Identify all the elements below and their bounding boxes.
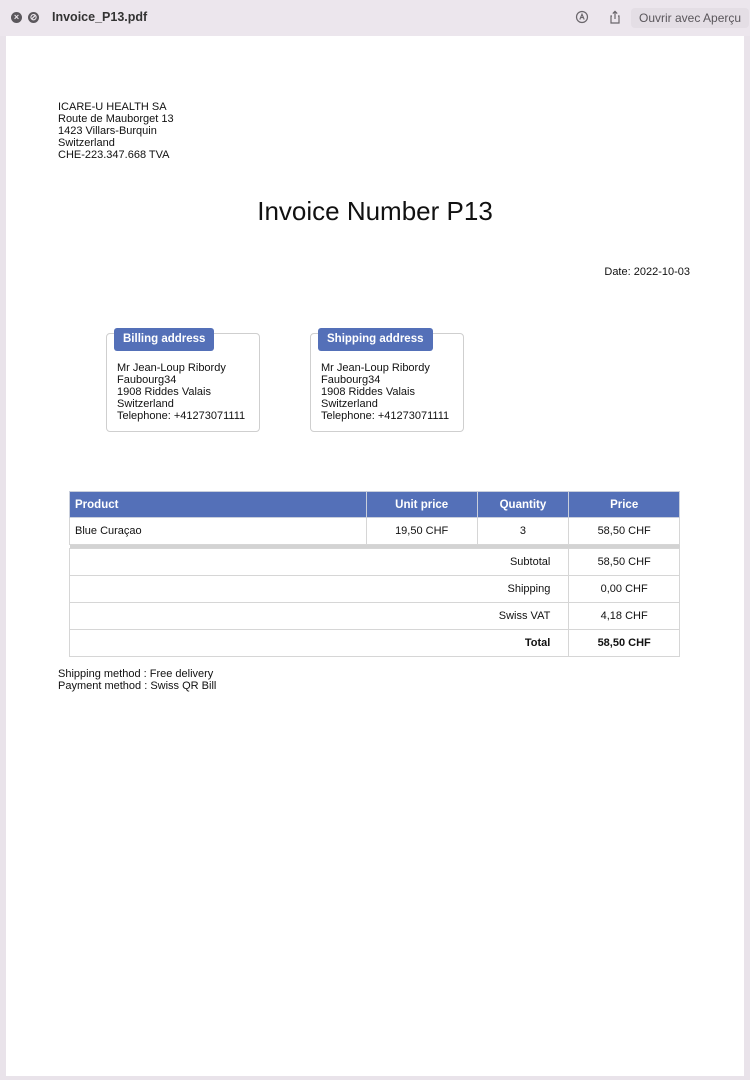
shipping-line: Mr Jean-Loup Ribordy <box>321 362 430 374</box>
billing-line: Faubourg34 <box>117 374 177 386</box>
billing-address-label: Billing address <box>114 328 214 351</box>
open-with-preview-button[interactable]: Ouvrir avec Aperçu <box>631 8 749 28</box>
company-line: Switzerland <box>58 137 115 149</box>
shipping-line: Telephone: +41273071111 <box>321 410 450 422</box>
header-quantity: Quantity <box>477 492 569 518</box>
payment-method: Payment method : Swiss QR Bill <box>58 680 217 692</box>
summary-row-shipping <box>70 576 680 603</box>
shipping-line: Switzerland <box>321 398 378 410</box>
methods-info <box>58 668 216 692</box>
billing-line: Telephone: +41273071111 <box>117 410 246 422</box>
shipping-method: Shipping method : Free delivery <box>58 668 214 680</box>
company-line: CHE-223.347.668 TVA <box>58 149 170 161</box>
share-icon[interactable] <box>608 10 622 24</box>
invoice-date: Date: 2022-10-03 <box>604 266 690 278</box>
header-product: Product <box>70 492 367 518</box>
window-title: Invoice_P13.pdf <box>52 10 148 24</box>
billing-address-box <box>106 333 260 432</box>
vat-label: Swiss VAT <box>70 603 569 630</box>
shipping-line: 1908 Riddes Valais <box>321 386 415 398</box>
company-line: Route de Mauborget 13 <box>58 113 174 125</box>
table-row <box>70 518 680 545</box>
subtotal-value: 58,50 CHF <box>569 549 680 576</box>
shipping-line: Faubourg34 <box>321 374 381 386</box>
summary-row-subtotal <box>70 549 680 576</box>
shipping-cost-label: Shipping <box>70 576 569 603</box>
shipping-address-label: Shipping address <box>318 328 433 351</box>
table-header-row <box>70 492 680 518</box>
subtotal-label: Subtotal <box>70 549 569 576</box>
price-cell: 58,50 CHF <box>569 518 680 545</box>
summary-row-vat <box>70 603 680 630</box>
vat-value: 4,18 CHF <box>569 603 680 630</box>
billing-line: 1908 Riddes Valais <box>117 386 211 398</box>
total-value: 58,50 CHF <box>569 630 680 657</box>
summary-row-total <box>70 630 680 657</box>
shipping-address-box <box>310 333 464 432</box>
billing-line: Switzerland <box>117 398 174 410</box>
billing-line: Mr Jean-Loup Ribordy <box>117 362 226 374</box>
markup-icon[interactable] <box>575 10 589 24</box>
company-address <box>58 101 174 161</box>
product-cell: Blue Curaçao <box>70 518 367 545</box>
window-titlebar <box>0 0 750 36</box>
invoice-table <box>69 491 680 657</box>
minimize-icon[interactable]: ⊘ <box>29 12 38 22</box>
shipping-cost-value: 0,00 CHF <box>569 576 680 603</box>
header-unit-price: Unit price <box>366 492 477 518</box>
total-label: Total <box>70 630 569 657</box>
header-price: Price <box>569 492 680 518</box>
invoice-title: Invoice Number P13 <box>257 196 493 226</box>
unit-price-cell: 19,50 CHF <box>366 518 477 545</box>
quantity-cell: 3 <box>477 518 569 545</box>
close-icon[interactable]: × <box>11 12 22 23</box>
pdf-page <box>6 36 744 1076</box>
company-line: ICARE-U HEALTH SA <box>58 101 167 113</box>
company-line: 1423 Villars-Burquin <box>58 125 157 137</box>
